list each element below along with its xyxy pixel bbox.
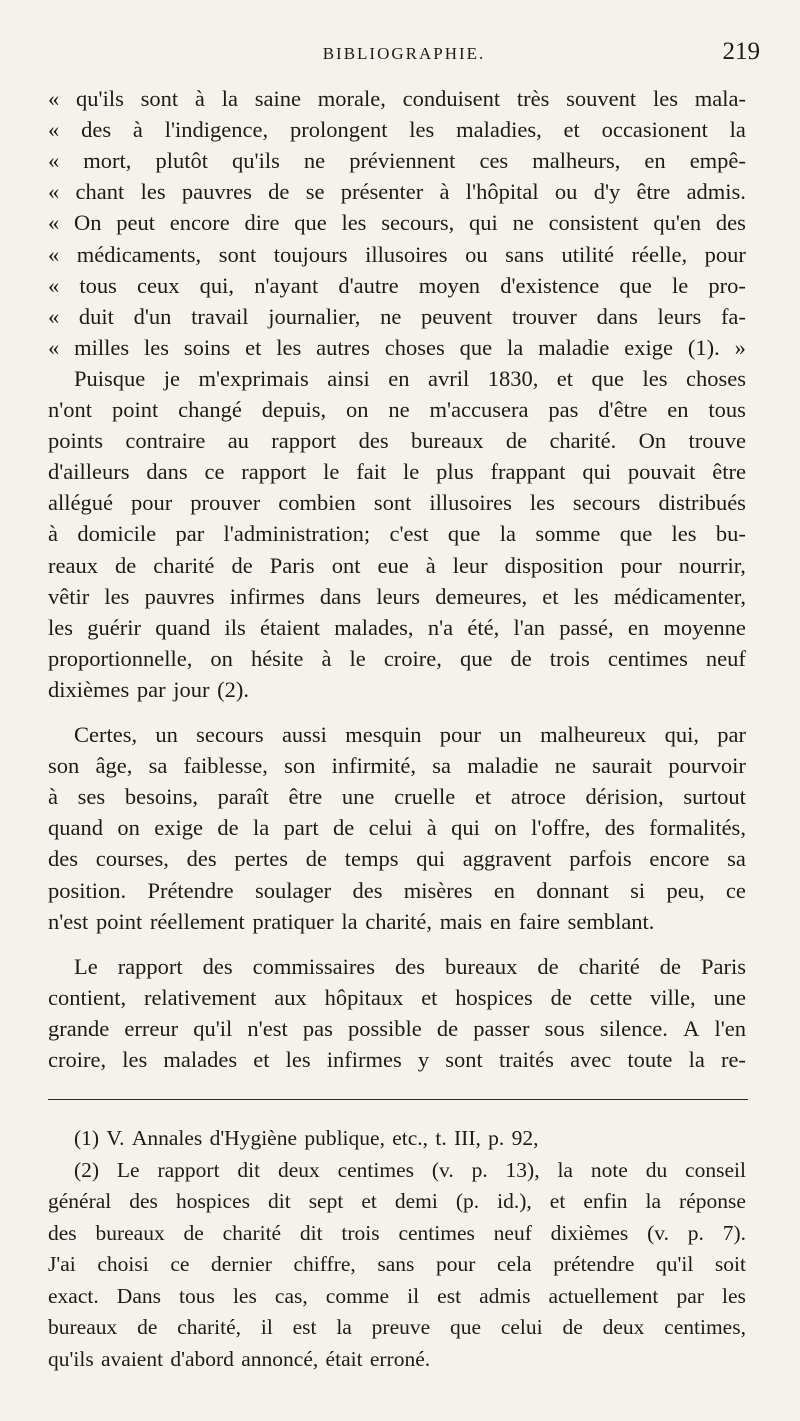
- text-line: « mort, plutôt qu'ils ne préviennent ces malheurs, en empê-: [48, 148, 746, 174]
- footnote-line: exact. Dans tous les cas, comme il est admis actuellement par les: [48, 1283, 746, 1308]
- text-line: les guérir quand ils étaient malades, n'a été, l'an passé, en moyenne: [48, 614, 746, 640]
- text-line: Puisque je m'exprimais ainsi en avril 1830, et que les choses: [74, 365, 746, 391]
- text-line: d'ailleurs dans ce rapport le fait le plus frappant qui pouvait être: [48, 459, 746, 485]
- text-line: points contraire au rapport des bureaux de charité. On trouve: [48, 428, 746, 454]
- text-line: reaux de charité de Paris ont eue à leur disposition pour nourrir,: [48, 552, 746, 578]
- text-line: grande erreur qu'il n'est pas possible de passer sous silence. A l'en: [48, 1015, 746, 1041]
- text-line: des courses, des pertes de temps qui aggravent parfois encore sa: [48, 846, 746, 872]
- text-line: à ses besoins, paraît être une cruelle et atroce dérision, surtout: [48, 784, 746, 810]
- text-line: « des à l'indigence, prolongent les maladies, et occasionent la: [48, 117, 746, 143]
- text-line: « médicaments, sont toujours illusoires ou sans utilité réelle, pour: [48, 241, 746, 267]
- text-line: « chant les pauvres de se présenter à l'hôpital ou d'y être admis.: [48, 179, 746, 205]
- text-line: allégué pour prouver combien sont illusoires les secours distribués: [48, 490, 746, 516]
- text-line: croire, les malades et les infirmes y sont traités avec toute la re-: [48, 1047, 746, 1072]
- running-title: BIBLIOGRAPHIE.: [322, 44, 486, 63]
- page-header: [48, 38, 760, 78]
- footnote-line: (2) Le rapport dit deux centimes (v. p. 13), la note du conseil: [74, 1157, 746, 1182]
- text-line: à domicile par l'administration; c'est que la somme que les bu-: [48, 521, 746, 547]
- text-line: Le rapport des commissaires des bureaux de charité de Paris: [74, 953, 746, 979]
- text-line: position. Prétendre soulager des misères en donnant si peu, ce: [48, 877, 746, 903]
- text-line: quand on exige de la part de celui à qui on l'offre, des formalités,: [48, 815, 746, 841]
- text-line: « qu'ils sont à la saine morale, conduisent très souvent les mala-: [48, 86, 746, 111]
- text-line: « tous ceux qui, n'ayant d'autre moyen d'existence que le pro-: [48, 272, 746, 298]
- text-line: son âge, sa faiblesse, son infirmité, sa maladie ne saurait pourvoir: [48, 753, 746, 779]
- text-line: « milles les soins et les autres choses que la maladie exige (1). »: [48, 334, 746, 360]
- text-line: proportionnelle, on hésite à le croire, que de trois centimes neuf: [48, 645, 746, 671]
- text-line: Certes, un secours aussi mesquin pour un malheureux qui, par: [74, 722, 746, 747]
- text-line: n'ont point changé depuis, on ne m'accusera pas d'être en tous: [48, 397, 746, 422]
- footnote-line: bureaux de charité, il est la preuve que celui de deux centimes,: [48, 1315, 746, 1339]
- text-line: « duit d'un travail journalier, ne peuvent trouver dans leurs fa-: [48, 303, 746, 329]
- footnote-line: des bureaux de charité dit trois centimes neuf dixièmes (v. p. 7).: [48, 1220, 746, 1245]
- text-line: dixièmes par jour (2).: [48, 676, 250, 702]
- page-number: 219: [722, 38, 760, 65]
- footnote-line: (1) V. Annales d'Hygiène publique, etc., t. III, p. 92,: [74, 1126, 539, 1150]
- footnote-line: J'ai choisi ce dernier chiffre, sans pour cela prétendre qu'il soit: [48, 1252, 746, 1276]
- footnote-line: général des hospices dit sept et demi (p. id.), et enfin la réponse: [48, 1189, 746, 1213]
- text-line: contient, relativement aux hôpitaux et hospices de cette ville, une: [48, 984, 746, 1010]
- footnote-rule: [48, 1099, 748, 1100]
- text-line: vêtir les pauvres infirmes dans leurs demeures, et les médicamenter,: [48, 583, 746, 609]
- text-line: « On peut encore dire que les secours, qui ne consistent qu'en des: [48, 210, 746, 236]
- text-line: n'est point réellement pratiquer la charité, mais en faire semblant.: [48, 908, 655, 934]
- footnote-line: qu'ils avaient d'abord annoncé, était erroné.: [48, 1346, 431, 1371]
